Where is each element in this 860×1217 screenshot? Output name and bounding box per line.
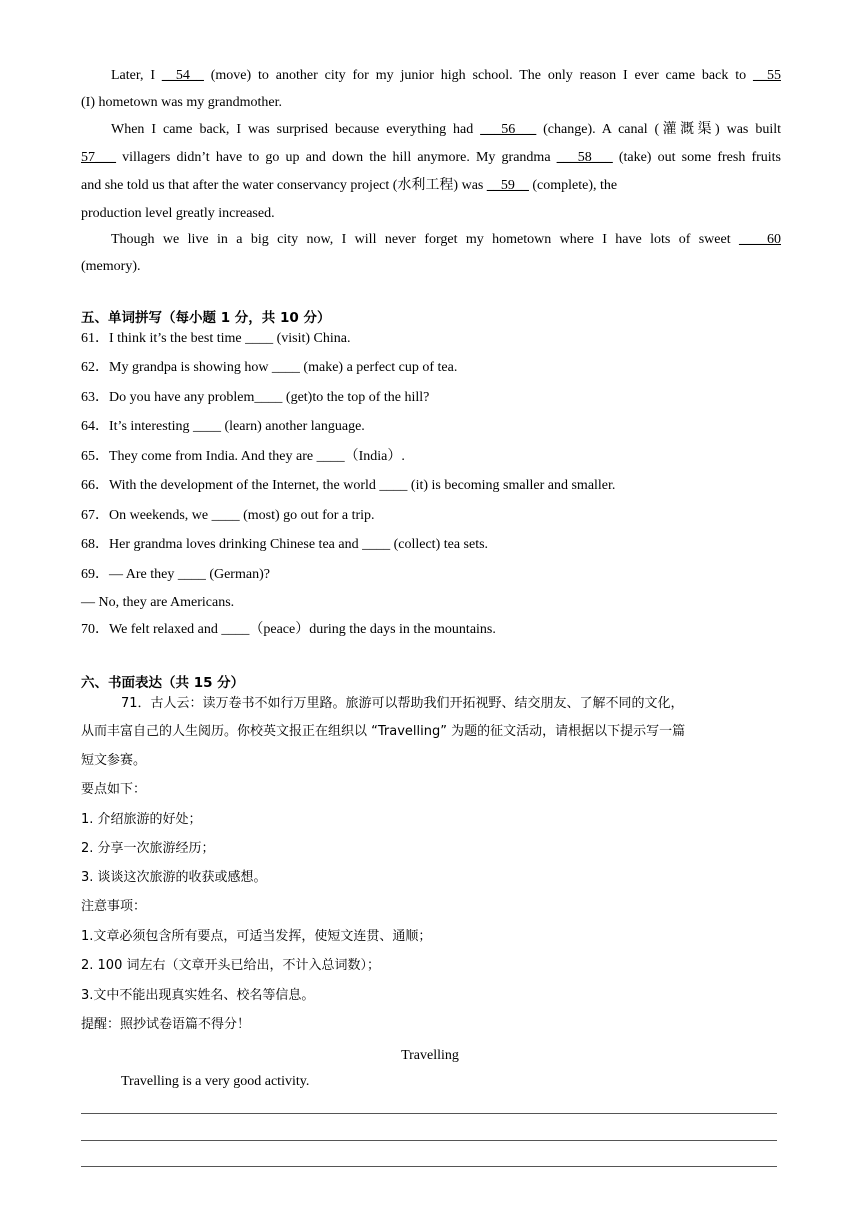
question-64: 64．It’s interesting ____ (learn) another language. — [81, 419, 365, 434]
passage-line-3 — [81, 121, 781, 139]
blank-60: ____60 — [739, 232, 781, 247]
point-2: 2. 分享一次旅游经历； — [81, 841, 215, 856]
blank-59: __59__ — [486, 178, 529, 193]
question-63: 63．Do you have any problem____ (get)to the top of the hill? — [81, 390, 430, 405]
question-66: 66．With the development of the Internet, the world ____ (it) is becoming smaller and smaller. — [81, 478, 616, 493]
blank-56: ___56___ — [480, 122, 537, 137]
text-run: (change). A canal (灌溉渠) was built — [536, 122, 781, 137]
answer-line-3 — [81, 1166, 777, 1167]
question-61: 61．I think it’s the best time ____ (visit) China. — [81, 331, 351, 346]
passage-line-5 — [81, 177, 781, 195]
passage-line-4 — [81, 149, 781, 167]
note-1: 1.文章必须包含所有要点，可适当发挥，使短文连贯、通顺； — [81, 929, 432, 944]
passage-line-1 — [81, 67, 781, 85]
question-69: 69．— Are they ____ (German)? — [81, 567, 270, 582]
question-65: 65．They come from India. And they are ____（India）. — [81, 449, 405, 464]
text-run: (take) out some fresh fruits — [612, 150, 782, 165]
text-run: and she told us that after the water conservancy project (水利工程) was — [81, 178, 487, 193]
blank-55: __55 — [752, 68, 781, 83]
points-title: 要点如下： — [81, 782, 147, 797]
reminder: 提醒：照抄试卷语篇不得分！ — [81, 1017, 251, 1032]
question-67: 67．On weekends, we ____ (most) go out for a trip. — [81, 508, 375, 523]
question-68: 68．Her grandma loves drinking Chinese tea and ____ (collect) tea sets. — [81, 537, 489, 552]
blank-58: ___58___ — [556, 150, 613, 165]
blank-54: __54__ — [161, 68, 204, 83]
passage-line-7 — [81, 231, 781, 249]
text-run: When I came back, I was surprised because everything had — [111, 122, 481, 137]
text-run: villagers didn’t have to go up and down the hill anymore. My grandma — [116, 150, 557, 165]
text-run: Later, I — [111, 68, 162, 83]
essay-opening: Travelling is a very good activity. — [121, 1074, 310, 1089]
answer-line-2 — [81, 1140, 777, 1141]
text-run: (move) to another city for my junior high school. The only reason I ever came back to — [203, 68, 753, 83]
writing-prompt-line-2: 从而丰富自己的人生阅历。你校英文报正在组织以 “Travelling” 为题的征文活动，请根据以下提示写一篇 — [81, 724, 686, 739]
question-62: 62．My grandpa is showing how ____ (make) a perfect cup of tea. — [81, 360, 458, 375]
question-70: 70．We felt relaxed and ____（peace）during the days in the mountains. — [81, 622, 496, 637]
writing-prompt-line-3: 短文参赛。 — [81, 753, 147, 768]
writing-prompt-line-1: 71．古人云：读万卷书不如行万里路。旅游可以帮助我们开拓视野、结交朋友、了解不同的文化， — [121, 696, 684, 711]
text-run: Though we live in a big city now, I will never forget my hometown where I have lots of sweet — [111, 232, 739, 247]
point-1: 1. 介绍旅游的好处； — [81, 812, 202, 827]
answer-line-1 — [81, 1113, 777, 1114]
essay-title: Travelling — [401, 1048, 459, 1063]
passage-line-2: (I) hometown was my grandmother. — [81, 95, 283, 110]
note-2: 2. 100 词左右（文章开头已给出，不计入总词数）； — [81, 958, 380, 973]
point-3: 3. 谈谈这次旅游的收获或感想。 — [81, 870, 267, 885]
section5-heading: 五、单词拼写（每小题 1 分，共 10 分） — [81, 310, 331, 326]
question-69-answer: — No, they are Americans. — [81, 595, 235, 610]
blank-57: 57___ — [81, 150, 116, 165]
section6-heading: 六、书面表达（共 15 分） — [81, 675, 245, 691]
passage-line-6: production level greatly increased. — [81, 206, 275, 221]
text-run: (complete), the — [528, 178, 618, 193]
notes-title: 注意事项： — [81, 899, 147, 914]
note-3: 3.文中不能出现真实姓名、校名等信息。 — [81, 988, 315, 1003]
passage-line-8: (memory). — [81, 259, 141, 274]
